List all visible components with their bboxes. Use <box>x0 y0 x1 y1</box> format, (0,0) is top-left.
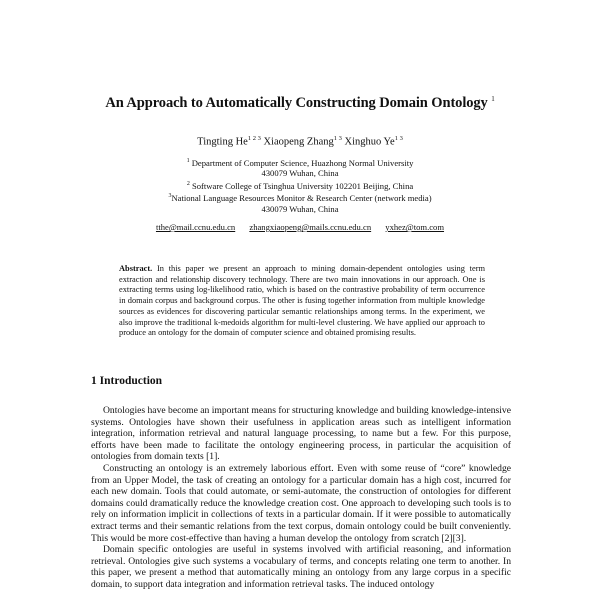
email-list <box>0 222 600 232</box>
affiliation-line: National Language Resources Monitor & Research Center (network media) <box>171 193 432 204</box>
paper-title-text: An Approach to Automatically Constructing Domain Ontology <box>105 95 488 111</box>
affiliation-line: 430079 Wuhan, China <box>261 203 339 214</box>
author-affil-mark: 1 2 3 <box>247 135 261 142</box>
author-affil-mark: 1 3 <box>333 135 342 142</box>
affiliation-line: 430079 Wuhan, China <box>261 168 339 179</box>
affiliation <box>0 191 600 203</box>
paragraph: Domain specific ontologies are useful in systems involved with artificial reasoning, and information retrieval. Ontologies give such systems a vocabulary of terms, and concepts relating one term to another. In this paper, we present a method that automatically mining an ontology from any large corpus in a specific domain, to support data integration and information retrieval tasks. The induced ontology <box>91 544 511 590</box>
author-affil-mark: 1 3 <box>394 135 403 142</box>
affiliation <box>0 179 600 191</box>
abstract-label: Abstract. <box>119 264 153 273</box>
affiliation-line: Software College of Tsinghua University 102201 Beijing, China <box>191 180 414 191</box>
affiliation <box>0 156 600 168</box>
abstract-text: In this paper we present an approach to mining domain-dependent ontologies using term extraction and relationship discovery technology. There are two main innovations in our approach. One is extracting terms using log-likelihood ratio, which is based on the contrastive probability of term occurrence in domain corpus and background corpus. The other is fusing together information from multiple knowledge sources as evidences for discovering particular semantic relationships among terms. In the experiment, we also improve the traditional k-medoids algorithm for multi-level clustering. We have applied our approach to produce an ontology for the domain of computer science and obtained promising results. <box>119 264 485 338</box>
body-text <box>91 405 511 591</box>
abstract <box>119 264 485 339</box>
affiliation-line: Department of Computer Science, Huazhong Normal University <box>191 157 414 168</box>
affiliations <box>0 156 600 214</box>
email-link[interactable]: yxhez@tom.com <box>385 222 445 232</box>
paragraph: Constructing an ontology is an extremely laborious effort. Even with some reuse of “core” knowledge from an Upper Model, the task of creating an ontology for a particular domain has a high cost, incurred for each new domain. Tools that could automate, or semi-automate, the construction of ontologies for different domains could dramatically reduce the knowledge creation cost. One approach to developing such tools is to rely on information implicit in collections of texts in a particular domain. If it were possible to automatically extract terms and their semantic relations from the text corpus, domain ontology could be built conveniently. This would be more cost-effective than having a human develop the ontology from scratch [2][3]. <box>91 462 511 544</box>
paragraph: Ontologies have become an important means for structuring knowledge and building knowledge-intensive systems. Ontologies have shown their usefulness in application areas such as intelligent information integration, information retrieval and natural language processing, to name but a few. For this purpose, efforts have been made to facilitate the ontology engineering process, in particular the acquisition of ontologies from domain texts [1]. <box>91 405 511 463</box>
affiliation-mark: 2 <box>186 180 190 187</box>
author-name: Xiaopeng Zhang <box>263 136 334 148</box>
affiliation-mark: 3 <box>168 193 172 200</box>
email-link[interactable]: tthe@mail.ccnu.edu.cn <box>155 222 236 232</box>
author-name: Tingting He <box>197 136 248 148</box>
paper-title <box>0 95 600 112</box>
author-name: Xinghuo Ye <box>344 136 395 148</box>
affiliation-mark: 1 <box>186 158 190 164</box>
title-footnote-mark: 1 <box>491 95 495 104</box>
author-list <box>0 135 600 148</box>
section-heading: 1 Introduction <box>91 375 163 387</box>
email-link[interactable]: zhangxiaopeng@mails.ccnu.edu.cn <box>249 222 372 232</box>
